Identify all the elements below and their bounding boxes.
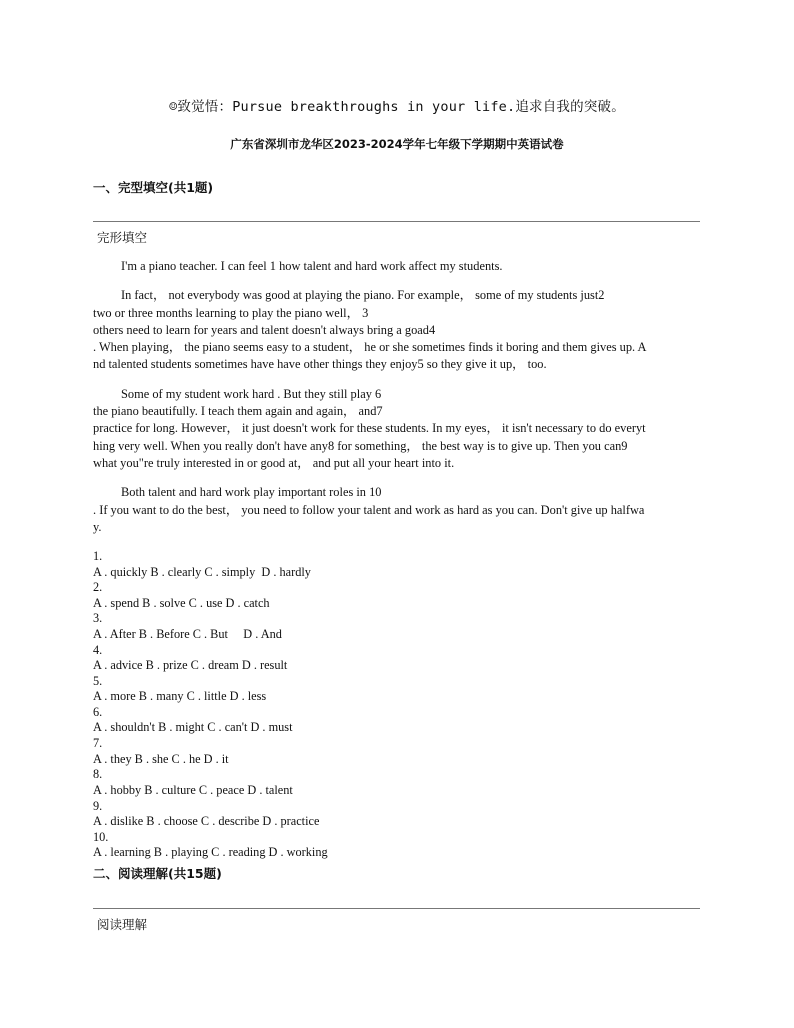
reading-subheading: 阅读理解 [97,917,148,932]
section-divider [93,908,700,909]
passage-paragraph-4 [93,484,701,536]
section-heading-cloze: 一、完型填空(共1题) [93,180,214,195]
question-options: A . spend B . solve C . use D . catch [93,595,270,610]
passage-paragraph-3 [93,386,701,472]
question-options: A . advice B . prize C . dream D . result [93,658,288,673]
question-options: A . quickly B . clearly C . simply D . hardly [93,564,311,579]
passage-line: hing very well. When you really don't have any8 for something， the best way is to give up. Then you can9 [93,438,628,453]
passage-line: . When playing， the piano seems easy to a student， he or she sometimes finds it boring and them gives up. A [93,340,647,355]
passage-line: two or three months learning to play the piano well， 3 [93,305,369,320]
question-number: 4. [93,642,103,657]
question-number: 5. [93,673,103,688]
passage-line: . If you want to do the best， you need to follow your talent and work as hard as you can. Don't give up halfwa [93,502,645,517]
question-number: 2. [93,580,103,595]
cloze-subheading: 完形填空 [97,230,148,245]
section-heading-reading: 二、阅读理解(共15题) [93,866,222,881]
passage-line: I'm a piano teacher. I can feel 1 how talent and hard work affect my students. [121,259,503,273]
question-options: A . they B . she C . he D . it [93,751,229,766]
passage-line: Some of my student work hard . But they still play 6 [121,386,382,401]
question-options: A . hobby B . culture C . peace D . talent [93,782,293,797]
question-number: 1. [93,549,103,563]
exam-title: 广东省深圳市龙华区2023-2024学年七年级下学期期中英语试卷 [230,137,564,151]
motto-line: ☺致觉悟：Pursue breakthroughs in your life.追求自我的突破。 [169,99,625,115]
passage-line: what you"re truly interested in or good at， and put all your heart into it. [93,455,455,470]
question-options: A . more B . many C . little D . less [93,689,267,704]
passage-line: others need to learn for years and talent doesn't always bring a goad4 [93,322,436,337]
passage-line: y. [93,519,102,534]
question-options: A . dislike B . choose C . describe D . practice [93,814,320,828]
question-number: 6. [93,704,103,719]
section-divider [93,221,700,222]
question-number: 8. [93,767,103,782]
question-number: 3. [93,611,103,626]
question-number: 9. [93,798,103,813]
question-number: 10. [93,829,109,844]
passage-line: nd talented students sometimes have have other things they enjoy5 so they give it up， too. [93,357,547,372]
passage-line: In fact， not everybody was good at playing the piano. For example， some of my students just2 [121,288,605,303]
passage-line: the piano beautifully. I teach them again and again， and7 [93,404,383,419]
question-number: 7. [93,736,103,751]
passage-line: Both talent and hard work play important roles in 10 [121,485,382,500]
cloze-passage [93,258,701,548]
passage-paragraph-2 [93,287,701,373]
question-list [93,549,328,861]
question-options: A . After B . Before C . But D . And [93,626,282,641]
question-options: A . shouldn't B . might C . can't D . must [93,720,293,735]
question-options: A . learning B . playing C . reading D . working [93,845,328,860]
passage-paragraph-1 [93,258,701,275]
passage-line: practice for long. However， it just doesn't work for these students. In my eyes， it isn't necessary to do everyt [93,421,646,436]
